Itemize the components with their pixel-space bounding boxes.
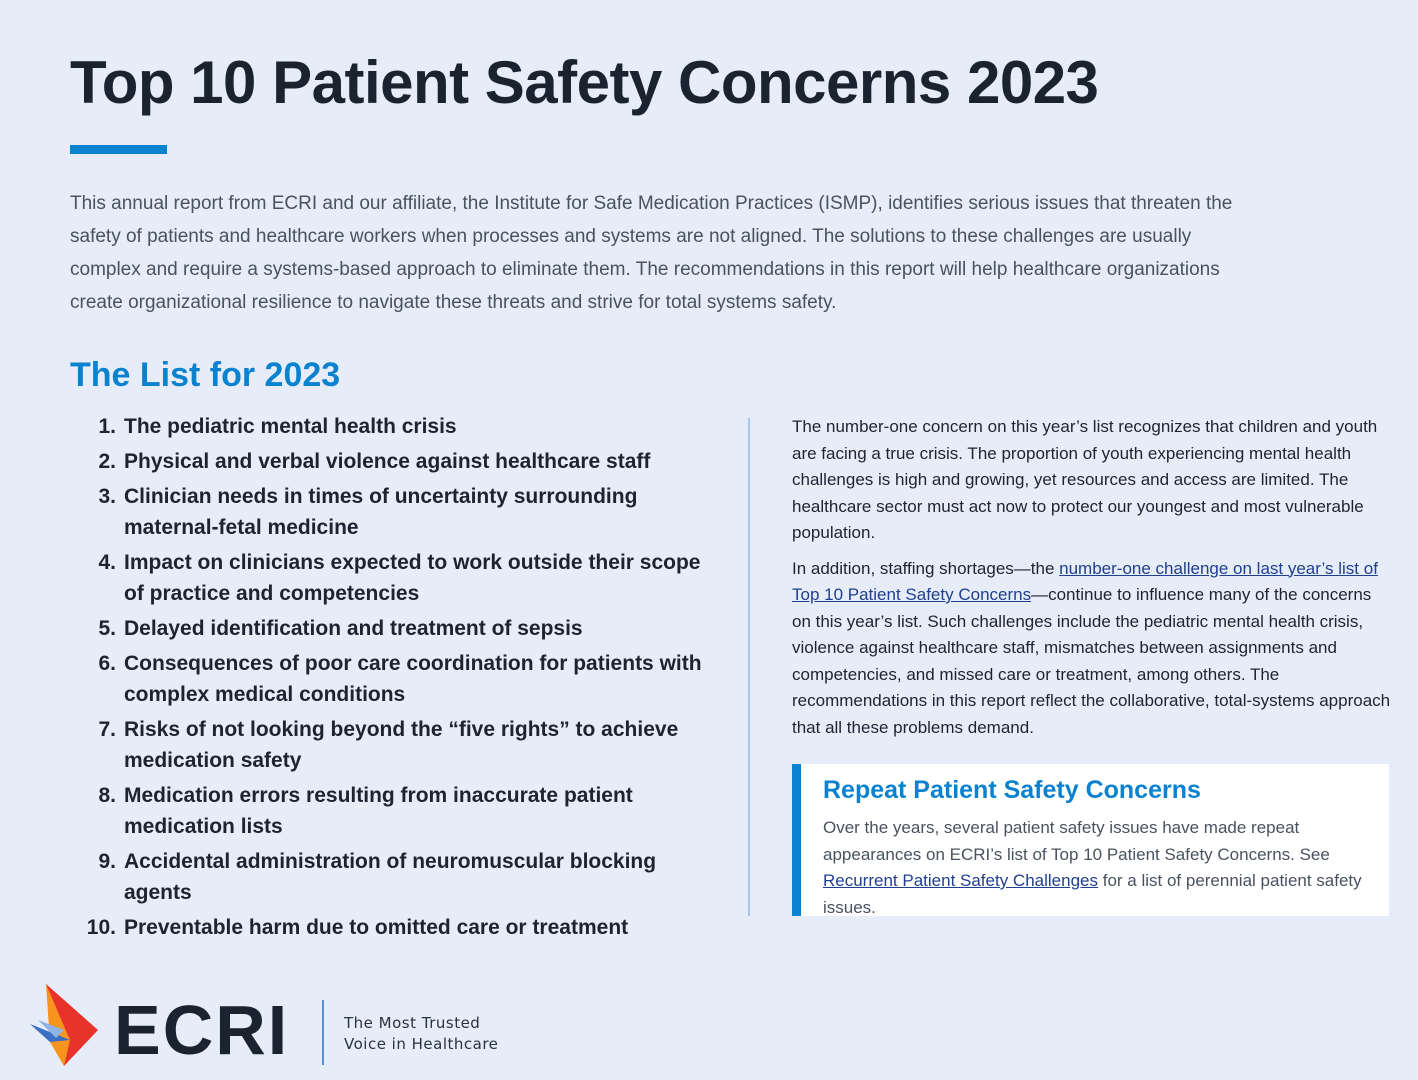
last-year-list-link[interactable]: number-one challenge on last year’s list of Top 10 Patient Safety Concerns	[792, 558, 1378, 604]
list-item	[70, 446, 720, 477]
list-item-text: Impact on clinicians expected to work outside their scope of practice and competencies	[124, 551, 701, 605]
ecri-arrow-logo-icon	[30, 980, 102, 1075]
callout-title: Repeat Patient Safety Concerns	[823, 776, 1201, 804]
sidebar-paragraph-2-start: In addition, staffing shortages—the	[792, 558, 1060, 578]
list-item-number: 2.	[98, 450, 116, 473]
list-item	[70, 411, 720, 442]
list-item	[70, 648, 720, 710]
callout-body-end: for a list of perennial patient safety issues.	[823, 871, 1362, 917]
sidebar-paragraph-2-end: —continue to influence many of the concerns on this year’s list. Such challenges include the pediatric mental health crisis, violence against healthcare staff, mismatches between assignments and competencies, and missed care or treatment, among others. The recommendations in this report reflect the collaborative, total-systems approach that all these problems demand.	[792, 585, 1391, 737]
list-item-text: Delayed identification and treatment of sepsis	[124, 617, 583, 640]
list-item-text: Preventable harm due to omitted care or treatment	[124, 916, 629, 939]
list-item	[70, 780, 720, 842]
list-item-number: 5.	[98, 617, 116, 640]
list-item-text: The pediatric mental health crisis	[124, 415, 457, 438]
list-item-text: Risks of not looking beyond the “five rights” to achieve medication safety	[124, 718, 679, 772]
list-item-text: Medication errors resulting from inaccurate patient medication lists	[124, 784, 633, 838]
sidebar-text	[792, 414, 1392, 750]
list-item-number: 10.	[86, 916, 116, 939]
sidebar-paragraph-1: The number-one concern on this year’s list recognizes that children and youth are facing a true crisis. The proportion of youth experiencing mental health challenges is high and growing, yet resources and access are limited. The healthcare sector must act now to protect our youngest and most vulnerable population.	[792, 417, 1378, 542]
tagline-line-2: Voice in Healthcare	[344, 1035, 499, 1053]
list-item-number: 8.	[98, 784, 116, 807]
list-item	[70, 912, 720, 943]
concern-list	[70, 411, 720, 947]
column-divider	[748, 418, 750, 916]
list-heading: The List for 2023	[70, 356, 341, 394]
list-item	[70, 714, 720, 776]
list-item-text: Accidental administration of neuromuscular blocking agents	[124, 850, 657, 904]
list-item	[70, 613, 720, 644]
recurrent-challenges-link[interactable]: Recurrent Patient Safety Challenges	[823, 871, 1098, 890]
list-item-text: Physical and verbal violence against healthcare staff	[124, 450, 651, 473]
list-item-number: 1.	[98, 415, 116, 438]
intro-paragraph: This annual report from ECRI and our affiliate, the Institute for Safe Medication Practices (ISMP), identifies serious issues that threaten the safety of patients and healthcare workers when processes and systems are not aligned. The solutions to these challenges are usually complex and require a systems-based approach to eliminate them. The recommendations in this report will help healthcare organizations create organizational resilience to navigate these threats and strive for total systems safety.	[70, 193, 1233, 313]
callout-body	[823, 815, 1365, 921]
title-underline	[70, 145, 167, 154]
list-item-text: Clinician needs in times of uncertainty surrounding maternal-fetal medicine	[124, 485, 638, 539]
list-item	[70, 481, 720, 543]
sidebar-paragraph-2	[792, 556, 1392, 742]
list-item	[70, 846, 720, 908]
logo-separator	[322, 1000, 324, 1065]
logo-wordmark: ECRI	[114, 991, 290, 1069]
list-item-number: 4.	[98, 551, 116, 574]
logo-tagline	[344, 1013, 498, 1055]
ecri-logo	[30, 980, 550, 1075]
list-item-number: 9.	[98, 850, 116, 873]
page-title: Top 10 Patient Safety Concerns 2023	[70, 49, 1099, 116]
list-item-number: 3.	[98, 485, 116, 508]
list-item	[70, 547, 720, 609]
tagline-line-1: The Most Trusted	[344, 1014, 481, 1032]
callout-body-start: Over the years, several patient safety issues have made repeat appearances on ECRI’s list of Top 10 Patient Safety Concerns. See	[823, 818, 1330, 864]
list-item-text: Consequences of poor care coordination for patients with complex medical conditions	[124, 652, 702, 706]
repeat-concerns-callout	[792, 764, 1389, 916]
list-item-number: 6.	[98, 652, 116, 675]
list-item-number: 7.	[98, 718, 116, 741]
